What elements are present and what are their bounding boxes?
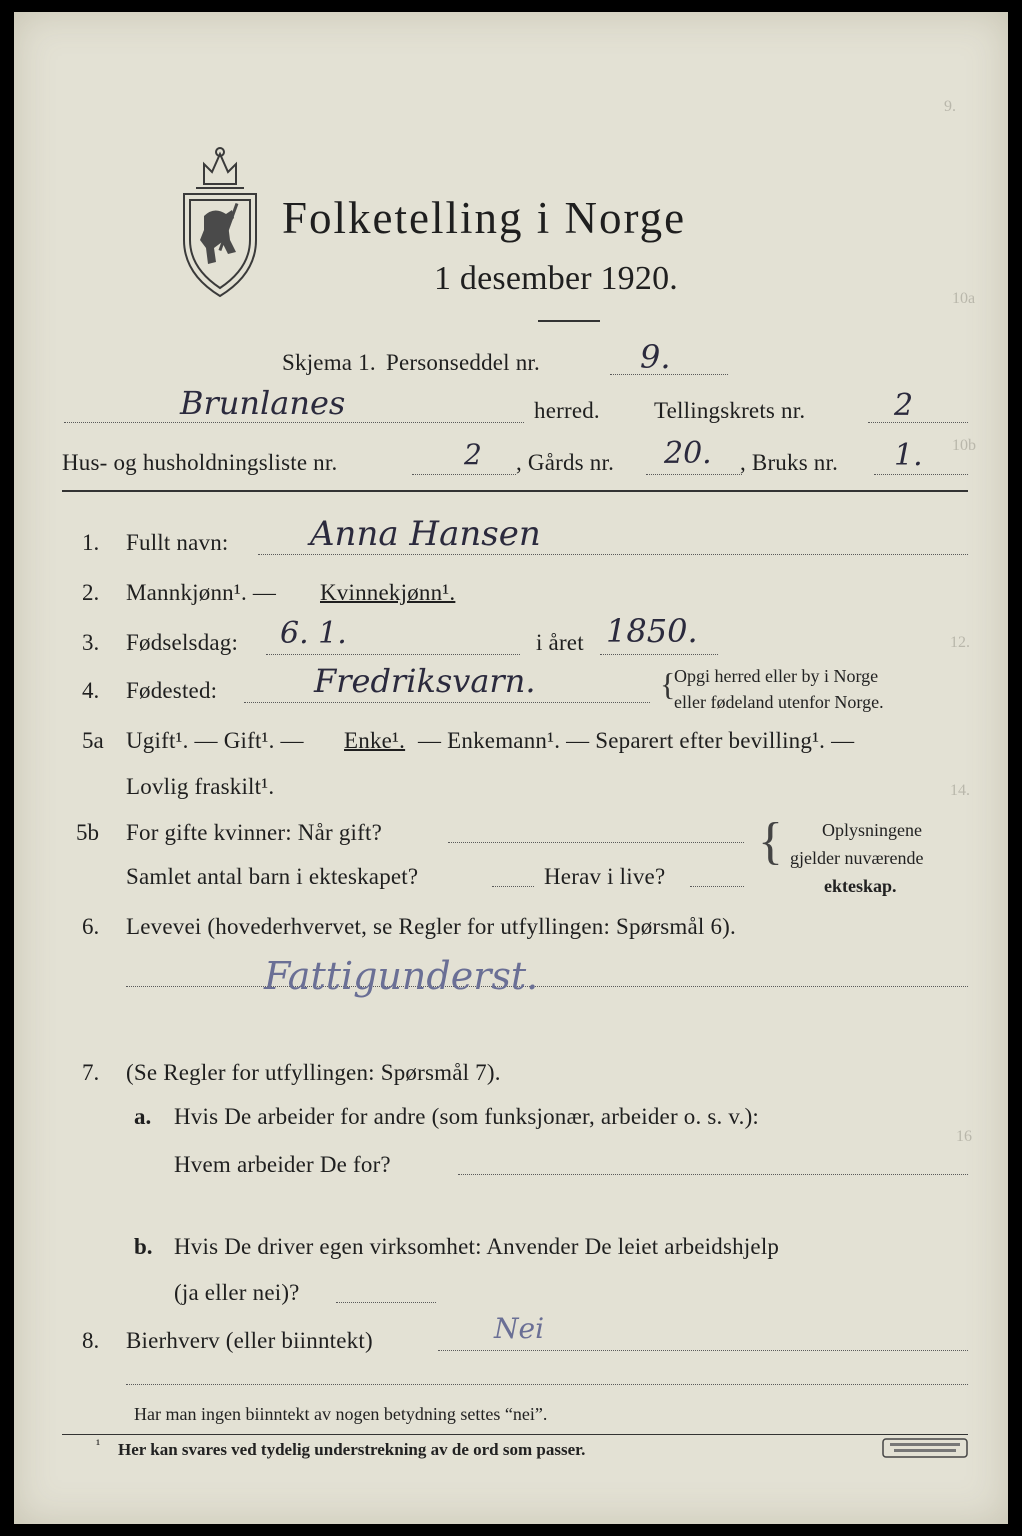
bleed-through-text: 14.: [950, 782, 970, 799]
q7a-letter: a.: [134, 1104, 152, 1129]
birthplace-value[interactable]: Fredriksvarn.: [314, 662, 536, 700]
footer-separator: [62, 1434, 968, 1435]
q5b-married-when-field-line: [448, 842, 744, 843]
bruks-value[interactable]: 1.: [894, 438, 923, 473]
footnote-marker: ¹: [96, 1438, 101, 1453]
q5a-number: 5a: [82, 728, 104, 753]
q5b-alive-label: Herav i live?: [544, 864, 666, 889]
birth-year-label: i året: [536, 630, 584, 655]
birthday-value[interactable]: 6. 1.: [280, 616, 347, 651]
marital-other-options[interactable]: — Enkemann¹. — Separert efter bevilling¹. —: [418, 728, 855, 753]
q3-label: Fødselsdag:: [126, 630, 239, 655]
footnote-text: Her kan svares ved tydelig understrekning av de ord som passer.: [118, 1440, 586, 1459]
bleed-through-text: 10b: [952, 437, 976, 454]
gards-value[interactable]: 20.: [664, 436, 712, 471]
q7a-question: Hvem arbeider De for?: [174, 1152, 391, 1177]
birthplace-field-line: [244, 702, 650, 703]
q5b-children-field-line: [492, 886, 534, 887]
q8-extra-field-line: [126, 1384, 968, 1385]
q8-number: 8.: [82, 1328, 100, 1353]
q4-note-bracket: {: [660, 666, 676, 702]
form-title: Folketelling i Norge: [282, 193, 687, 243]
marital-ugift-gift-options[interactable]: Ugift¹. — Gift¹. —: [126, 728, 304, 753]
skjema-label: Skjema 1.: [282, 350, 376, 375]
coat-of-arms-icon: [174, 144, 266, 304]
herred-value[interactable]: Brunlanes: [180, 384, 346, 422]
q6-field-line: [126, 986, 968, 987]
q4-note-line2: eller fødeland utenfor Norge.: [674, 692, 884, 712]
q5b-note-line2: gjelder nuværende: [790, 848, 924, 868]
title-divider: [538, 320, 600, 322]
bleed-through-text: 10a: [952, 290, 976, 307]
q4-note-line1: Opgi herred eller by i Norge: [674, 666, 879, 686]
q3-number: 3.: [82, 630, 100, 655]
q1-field-line: [258, 554, 968, 555]
q6-number: 6.: [82, 914, 100, 939]
q7-number: 7.: [82, 1060, 100, 1085]
q4-label: Fødested:: [126, 678, 218, 703]
gards-label: , Gårds nr.: [516, 450, 615, 475]
q6-label: Levevei (hovederhvervet, se Regler for utfyllingen: Spørsmål 6).: [126, 914, 736, 939]
q7b-question: (ja eller nei)?: [174, 1280, 300, 1305]
husholdningsliste-value[interactable]: 2: [464, 438, 482, 471]
gards-field-line: [646, 474, 742, 475]
herred-label: herred.: [534, 398, 600, 423]
no-income-note: Har man ingen biinntekt av nogen betydning settes “nei”.: [134, 1404, 548, 1424]
gender-male-option[interactable]: Mannkjønn¹. —: [126, 580, 277, 605]
bruks-label: , Bruks nr.: [740, 450, 839, 475]
tellingskrets-label: Tellingskrets nr.: [654, 398, 806, 423]
herred-field-line: [64, 422, 524, 423]
marital-enke-option-underlined[interactable]: Enke¹.: [344, 728, 406, 753]
q7a-field-line: [458, 1174, 968, 1175]
census-form-sheet: [14, 12, 1008, 1524]
gender-female-option-underlined[interactable]: Kvinnekjønn¹.: [320, 580, 456, 605]
birth-year-value[interactable]: 1850.: [606, 612, 698, 650]
personseddel-value[interactable]: 9.: [640, 338, 671, 376]
printer-stamp-icon: [882, 1438, 968, 1458]
q5b-note-line3: ekteskap.: [824, 876, 897, 896]
occupation-value-pencil[interactable]: Fattigunderst.: [264, 954, 539, 998]
q1-number: 1.: [82, 530, 100, 555]
q2-number: 2.: [82, 580, 100, 605]
q7a-text: Hvis De arbeider for andre (som funksjonær, arbeider o. s. v.):: [174, 1104, 760, 1129]
tellingskrets-field-line: [868, 422, 968, 423]
q1-label: Fullt navn:: [126, 530, 229, 555]
q8-label: Bierhverv (eller biinntekt): [126, 1328, 373, 1353]
form-date: 1 desember 1920.: [434, 260, 678, 297]
side-income-value-pencil[interactable]: Nei: [494, 1312, 545, 1345]
q5b-children-label: Samlet antal barn i ekteskapet?: [126, 864, 419, 889]
q7b-letter: b.: [134, 1234, 153, 1259]
q5b-alive-field-line: [690, 886, 744, 887]
marital-fraskilt-option[interactable]: Lovlig fraskilt¹.: [126, 774, 275, 799]
birthday-field-line: [266, 654, 520, 655]
q8-field-line: [438, 1350, 968, 1351]
husholdningsliste-field-line: [412, 474, 516, 475]
q4-number: 4.: [82, 678, 100, 703]
personseddel-label: Personseddel nr.: [386, 350, 540, 375]
husholdningsliste-label: Hus- og husholdningsliste nr.: [62, 450, 338, 475]
birth-year-field-line: [600, 654, 718, 655]
bleed-through-text: 9.: [944, 98, 956, 115]
full-name-value[interactable]: Anna Hansen: [310, 514, 541, 554]
header-separator: [62, 490, 968, 492]
tellingskrets-value[interactable]: 2: [894, 388, 914, 423]
q5b-note-line1: Oplysningene: [822, 820, 922, 840]
q7b-text: Hvis De driver egen virksomhet: Anvender De leiet arbeidshjelp: [174, 1234, 780, 1259]
q7-label: (Se Regler for utfyllingen: Spørsmål 7).: [126, 1060, 501, 1085]
q5b-married-when-label: For gifte kvinner: Når gift?: [126, 820, 382, 845]
bruks-field-line: [874, 474, 968, 475]
bleed-through-text: 12.: [950, 634, 970, 651]
bleed-through-text: 16: [956, 1128, 972, 1145]
q5b-note-bracket: {: [758, 813, 783, 870]
q5b-number: 5b: [76, 820, 99, 845]
q7b-field-line: [336, 1302, 436, 1303]
